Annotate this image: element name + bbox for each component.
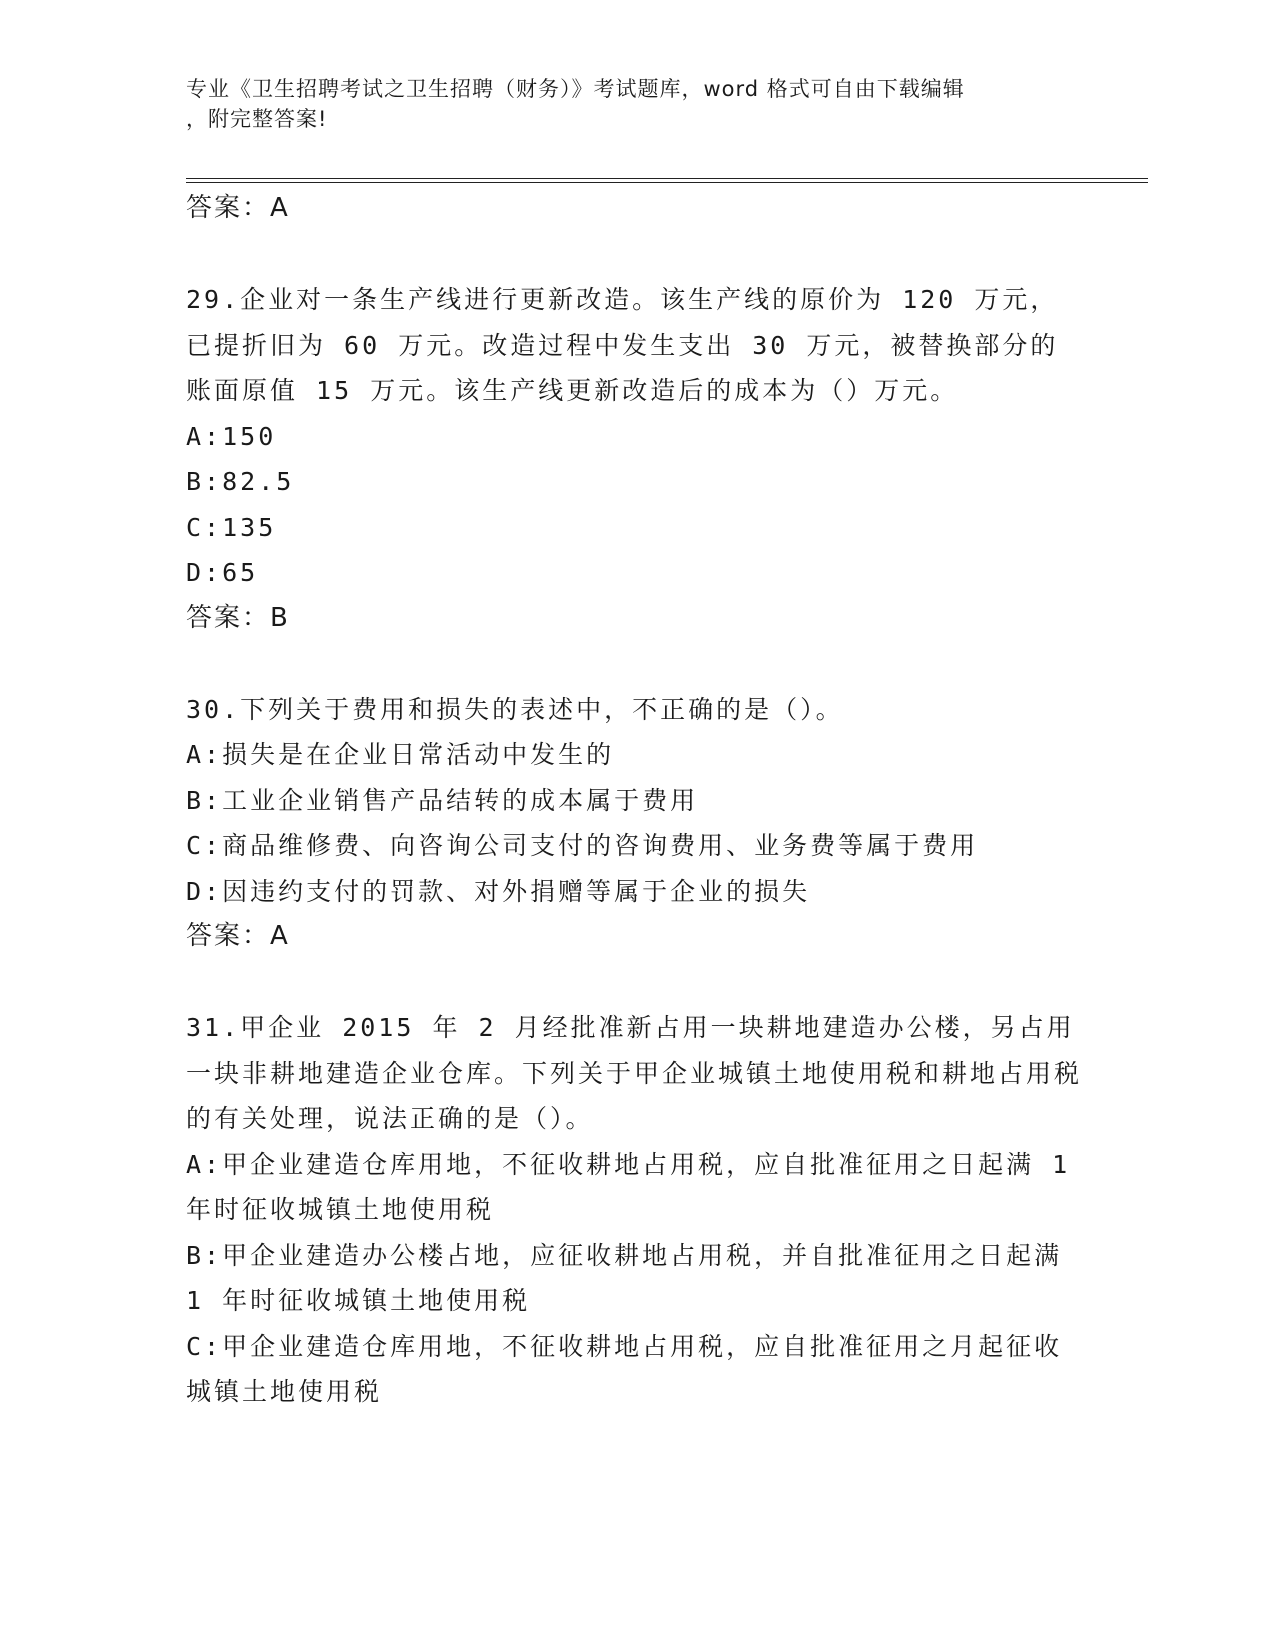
option-text: 65 xyxy=(222,558,259,587)
option-c xyxy=(186,505,1086,551)
answer-line: 答案：A xyxy=(186,193,290,223)
option-text: 工业企业销售产品结转的成本属于费用 xyxy=(222,785,699,815)
option-text: 商品维修费、向咨询公司支付的咨询费用、业务费等属于费用 xyxy=(222,831,979,860)
question-text: 30.下列关于费用和损失的表述中，不正确的是（）。 xyxy=(186,694,844,724)
option-b xyxy=(186,778,1086,824)
option-a xyxy=(186,1142,1086,1233)
option-letter: B: xyxy=(186,785,223,815)
option-d xyxy=(186,869,1086,915)
header-divider xyxy=(186,178,1148,183)
option-b xyxy=(186,1233,1086,1324)
option-text: 82.5 xyxy=(222,467,295,496)
option-text: 甲企业建造仓库用地，不征收耕地占用税，应自批准征用之日起满 1 年时征收城镇土地使用税 xyxy=(186,1149,1071,1224)
option-text: 损失是在企业日常活动中发生的 xyxy=(222,740,615,769)
question-29 xyxy=(186,277,1086,641)
question-list xyxy=(186,186,1086,1415)
option-text: 135 xyxy=(222,512,277,542)
answer-line: 答案：B xyxy=(186,602,290,633)
option-text: 甲企业建造办公楼占地，应征收耕地占用税，并自批准征用之日起满 1 年时征收城镇土地使用税 xyxy=(186,1240,1063,1315)
header-line-2: ，附完整答案! xyxy=(186,107,328,131)
option-letter: A: xyxy=(186,740,223,769)
option-text: 甲企业建造仓库用地，不征收耕地占用税，应自批准征用之月起征收城镇土地使用税 xyxy=(186,1331,1063,1406)
question-30 xyxy=(186,687,1086,960)
answer-line: 答案：A xyxy=(186,921,290,951)
option-c xyxy=(186,1324,1086,1415)
question-31 xyxy=(186,1005,1086,1415)
option-letter: B: xyxy=(186,1240,223,1270)
question-text: 29.企业对一条生产线进行更新改造。该生产线的原价为 120 万元，已提折旧为 60 万元。改造过程中发生支出 30 万元，被替换部分的账面原值 15 万元。该生产线更新改造后的成本为（）万元。 xyxy=(186,285,1059,405)
option-b xyxy=(186,459,1086,505)
option-letter: D: xyxy=(186,558,223,587)
option-letter: A: xyxy=(186,421,223,451)
option-a xyxy=(186,414,1086,460)
option-letter: C: xyxy=(186,512,223,542)
page-header xyxy=(186,74,1066,134)
option-letter: D: xyxy=(186,876,223,906)
option-d xyxy=(186,550,1086,596)
header-line-1: 专业《卫生招聘考试之卫生招聘（财务）》考试题库，word 格式可自由下载编辑 xyxy=(186,77,965,101)
option-text: 因违约支付的罚款、对外捐赠等属于企业的损失 xyxy=(222,876,811,906)
question-text: 31.甲企业 2015 年 2 月经批准新占用一块耕地建造办公楼，另占用一块非耕地建造企业仓库。下列关于甲企业城镇土地使用税和耕地占用税的有关处理，说法正确的是（）。 xyxy=(186,1013,1083,1133)
option-c xyxy=(186,823,1086,869)
option-letter: A: xyxy=(186,1149,223,1179)
option-letter: B: xyxy=(186,467,223,496)
option-letter: C: xyxy=(186,831,223,860)
option-a xyxy=(186,732,1086,778)
option-text: 150 xyxy=(222,421,277,451)
option-letter: C: xyxy=(186,1331,223,1361)
